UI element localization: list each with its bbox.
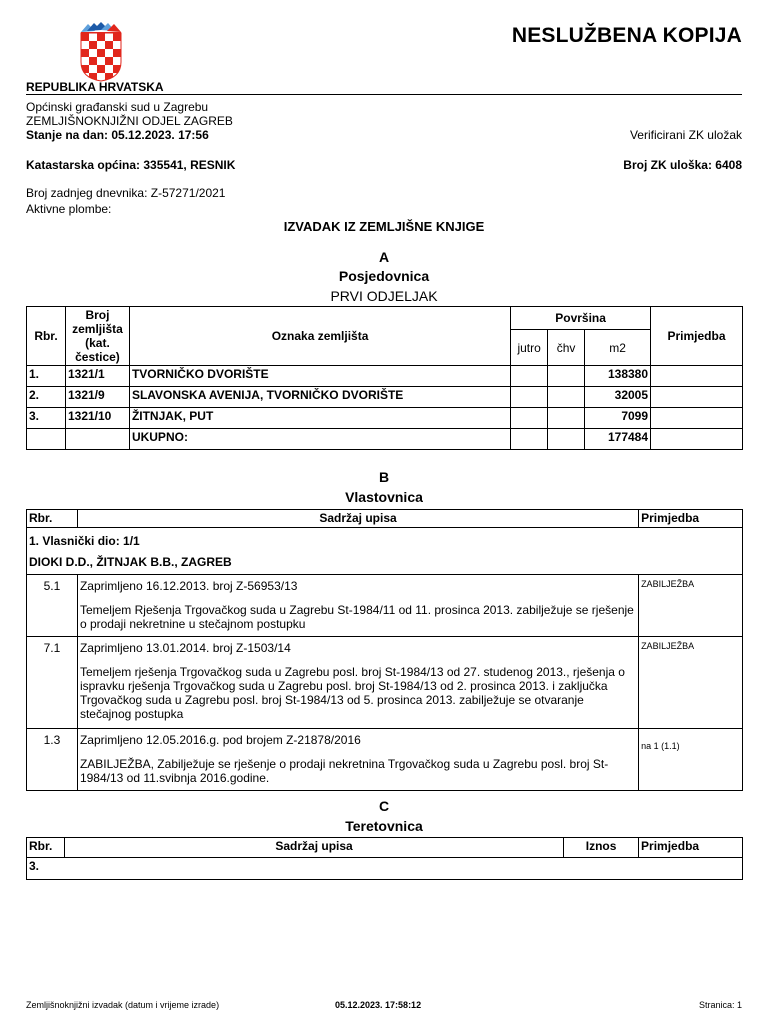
row-label: SLAVONSKA AVENIJA, TVORNIČKO DVORIŠTE [129, 387, 510, 408]
document-title: IZVADAK IZ ZEMLJIŠNE KNJIGE [283, 219, 485, 234]
total-row [27, 429, 743, 450]
entry-note: ZABILJEŽBA [639, 575, 743, 637]
parcels-table [26, 306, 743, 450]
col-rbr: Rbr. [27, 838, 65, 858]
col-content: Sadržaj upisa [77, 510, 638, 528]
row-rbr: 1. [27, 366, 66, 387]
encumbrance-table [26, 837, 743, 880]
row-label: ŽITNJAK, PUT [129, 408, 510, 429]
section-c-letter: C [378, 798, 390, 814]
col-rbr: Rbr. [27, 307, 66, 366]
department-name: ZEMLJIŠNOKNJIŽNI ODJEL ZAGREB [26, 114, 233, 128]
country-name: REPUBLIKA HRVATSKA [26, 80, 164, 94]
col-chv: čhv [548, 330, 585, 366]
col-note: Primjedba [639, 838, 743, 858]
entry-text: Temeljem rješenja Trgovačkog suda u Zagrebu posl. broj St-1984/13 od 27. studenog 2013., rješenja o ispravku rješenja Trgovačkog suda u Zagrebu posl. broj St-1984/13 od 2. prosinca 2013. i zaključka Trgovačkog suda u Zagrebu posl. broj St-1984/13 od 5. prosinca 2013. zabilježuje se otvaranje stečajnog postupka [79, 665, 625, 721]
page-title: NESLUŽBENA KOPIJA [511, 24, 742, 47]
section-a-subtitle: PRVI ODJELJAK [330, 288, 438, 304]
row-m2: 32005 [585, 387, 651, 408]
row-rbr: 3. [27, 858, 743, 880]
col-m2: m2 [585, 330, 651, 366]
coat-of-arms-icon [78, 22, 124, 82]
row-label: TVORNIČKO DVORIŠTE [129, 366, 510, 387]
ownership-share: 1. Vlasnički dio: 1/1 [29, 534, 140, 548]
entry-rbr: 7.1 [27, 637, 78, 729]
table-row [27, 729, 743, 791]
row-rbr: 3. [27, 408, 66, 429]
entry-rbr: 5.1 [27, 575, 78, 637]
last-diary-number: Broj zadnjeg dnevnika: Z-57271/2021 [26, 186, 226, 200]
court-name: Općinski građanski sud u Zagrebu [26, 100, 209, 114]
row-rbr: 2. [27, 387, 66, 408]
row-m2: 138380 [585, 366, 651, 387]
zk-number: Broj ZK uloška: 6408 [623, 158, 742, 172]
table-row [27, 575, 743, 637]
row-parcel: 1321/9 [65, 387, 129, 408]
col-label: Oznaka zemljišta [129, 307, 510, 366]
col-jutro: jutro [511, 330, 548, 366]
entry-text: Temeljem Rješenja Trgovačkog suda u Zagrebu St-1984/11 od 11. prosinca 2013. zabilježuje se rješenje o prodaji nekretnine u stečajnom postupku [79, 603, 634, 631]
verified-label: Verificirani ZK uložak [629, 128, 742, 142]
section-b-letter: B [378, 469, 390, 485]
table-row [27, 637, 743, 729]
section-c-title: Teretovnica [345, 818, 423, 834]
col-amount: Iznos [564, 838, 639, 858]
table-row [27, 366, 743, 387]
row-m2: 7099 [585, 408, 651, 429]
entry-note: ZABILJEŽBA [639, 637, 743, 729]
footer-timestamp: 05.12.2023. 17:58:12 [335, 1000, 422, 1010]
col-note: Primjedba [651, 307, 743, 366]
entry-note: na 1 (1.1) [639, 729, 743, 791]
table-row [27, 408, 743, 429]
ownership-table [26, 509, 743, 791]
row-parcel: 1321/1 [65, 366, 129, 387]
cadastral-municipality: Katastarska općina: 335541, RESNIK [26, 158, 236, 172]
section-b-title: Vlastovnica [345, 489, 423, 505]
header-divider [26, 94, 742, 95]
total-m2: 177484 [585, 429, 651, 450]
col-parcel: Broj zemljišta (kat. čestice) [65, 307, 129, 366]
table-row [27, 858, 743, 880]
table-row [27, 387, 743, 408]
entry-text: ZABILJEŽBA, Zabilježuje se rješenje o prodaji nekretnina Trgovačkog suda u Zagrebu posl. broj St-1984/13 od 11.svibnja 2016.godine. [79, 757, 609, 785]
section-a-title: Posjedovnica [338, 268, 430, 284]
entry-rbr: 1.3 [27, 729, 78, 791]
page-number: Stranica: 1 [698, 1000, 742, 1010]
state-date: Stanje na dan: 05.12.2023. 17:56 [26, 128, 209, 142]
col-content: Sadržaj upisa [64, 838, 563, 858]
active-seals: Aktivne plombe: [26, 202, 112, 216]
entry-received: Zaprimljeno 16.12.2013. broj Z-56953/13 [79, 579, 298, 593]
footer-label: Zemljišnoknjižni izvadak (datum i vrijeme izrade) [26, 1000, 220, 1010]
owner-name: DIOKI D.D., ŽITNJAK B.B., ZAGREB [29, 555, 232, 569]
entry-received: Zaprimljeno 12.05.2016.g. pod brojem Z-21878/2016 [79, 733, 361, 747]
row-parcel: 1321/10 [65, 408, 129, 429]
section-a-letter: A [378, 249, 390, 265]
col-note: Primjedba [639, 510, 743, 528]
total-label: UKUPNO: [129, 429, 510, 450]
entry-received: Zaprimljeno 13.01.2014. broj Z-1503/14 [79, 641, 291, 655]
col-rbr: Rbr. [27, 510, 78, 528]
col-area: Površina [511, 307, 651, 330]
